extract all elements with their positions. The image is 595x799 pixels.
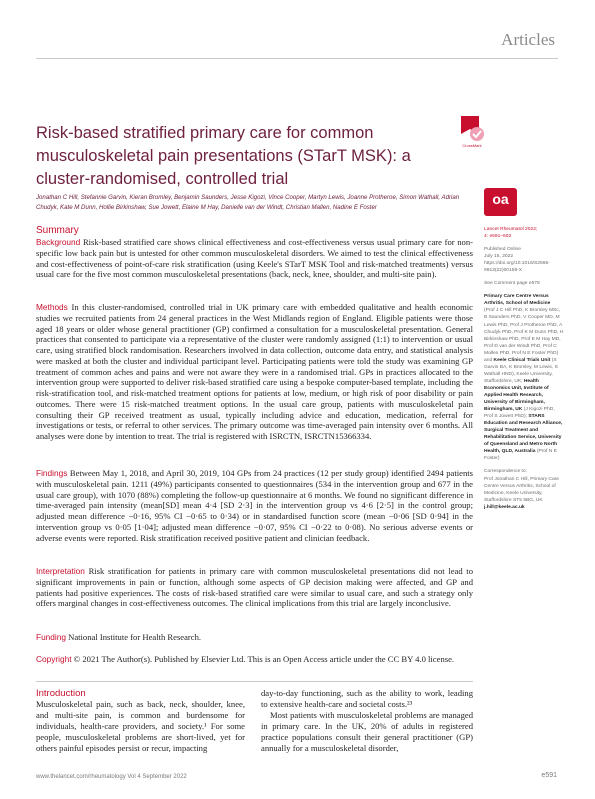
open-access-label: oa bbox=[492, 191, 509, 207]
introduction-right-para-1: day-to-day functioning, such as the ability to work, leading to extensive health-care and societal costs.²³ bbox=[261, 688, 473, 709]
interpretation-label: Interpretation bbox=[36, 566, 85, 576]
sidebar-affiliation-2-names: (S Garvin BA, K Bromley, M Lewis, S Wathall HND), Keele University, Staffordshire, UK; bbox=[484, 357, 558, 384]
introduction-right-para-2: Most patients with musculoskeletal problems are managed in primary care. In the UK, 20% of adults in registered practice populations consult their general practitioner (GP) annually for a musculoskeletal disorder, bbox=[261, 709, 473, 753]
copyright-label: Copyright bbox=[36, 654, 72, 664]
summary-findings bbox=[36, 468, 473, 543]
summary-interpretation bbox=[36, 566, 473, 609]
funding-text: National Institute for Health Research. bbox=[68, 632, 202, 642]
sidebar-email-link[interactable]: j.hill@keele.ac.uk bbox=[484, 504, 525, 510]
introduction-right-column bbox=[261, 688, 473, 753]
sidebar-affiliation-1: Primary Care Centre Versus Arthritis, School of Medicine bbox=[484, 294, 551, 307]
footer-journal-info: www.thelancet.com/rheumatology Vol 4 September 2022 bbox=[36, 774, 187, 780]
methods-text: In this cluster-randomised, controlled trial in UK primary care with embedded qualitative and health economic studies we recruited patients from 24 general practices in the West Midlands region of England. Eligible patients were those aged 18 years or older whose general practitioner (GP) confirmed a consultation for a musculoskeletal presentation. General practices that consented to participate via a representative of the cluster were randomly assigned (1:1) to intervention or usual care, using stratified block randomisation. Researchers involved in data collection, outcome data entry, and statistical analysis were masked at both the cluster and individual participant level. Participating patients were told the study was examining GP treatment of common aches and pains and were not aware they were in a randomised trial. GPs in practices allocated to the intervention group were supported to deliver risk-based stratified care using a bespoke computer-based template, including the risk-stratification tool, and risk-matched treatment options for patients at low, medium, or high risk of poor disability or pain outcomes. There were 15 risk-matched treatment options. In the usual care group, patients with musculoskeletal pain consulting their GP received treatment as usual, typically including advice and education, medication, referral for investigations or tests, or referral to other services. The primary outcome was time-averaged pain intensity over 6 months. All analyses were done by intention to treat. The trial is registered with ISRCTN, ISRCTN15366334. bbox=[36, 302, 473, 441]
funding-label: Funding bbox=[36, 632, 66, 642]
sidebar-affiliation-2: Keele Clinical Trials Unit bbox=[493, 357, 551, 363]
sidebar-affiliation-3-names: (J Kigozi PhD, Prof S Jowett PhD); bbox=[484, 407, 555, 420]
sidebar-correspondence-label: Correspondence to: bbox=[484, 469, 527, 475]
sidebar-pages: 4: e591–602 bbox=[484, 234, 512, 240]
open-access-icon bbox=[484, 188, 517, 216]
sidebar-affiliation-4: STARS Education and Research Alliance, Surgical Treatment and Rehabilitation Service, University of Queensland and Metro North Health, QLD, Australia bbox=[484, 414, 563, 455]
sidebar-doi-link[interactable]: https://doi.org/10.1016/S2665-9913(22)00159-X bbox=[484, 261, 550, 274]
summary-divider bbox=[36, 681, 473, 682]
background-label: Background bbox=[36, 237, 81, 247]
sidebar-affiliation-3: Health Economics Unit, Institute of Applied Health Research, University of Birmingham, Birmingham, UK bbox=[484, 378, 549, 413]
findings-text: Between May 1, 2018, and April 30, 2019, 104 GPs from 24 practices (12 per study group) identified 2494 patients with musculoskeletal pain. 1211 (49%) participants consented to questionnaires (534 in the intervention group and 677 in the usual care group), with 1070 (88%) completing the follow-up questionnaire at 6 months. We found no significant difference in time-averaged pain intensity (mean[SD] mean 4·4 [SD 2·3] in the intervention group vs 4·6 [2·5] in the control group; adjusted mean difference −0·16, 95% CI −0·65 to 0·34) or in standardised function score (mean −0·06 [SD 0·94] in the intervention group vs 0·05 [1·04]; adjusted mean difference −0·07, 95% CI −0·22 to 0·08). No serious adverse events or adverse events were reported. Risk stratification received positive patient and clinician feedback. bbox=[36, 468, 473, 543]
article-title: Risk-based stratified primary care for common musculoskeletal pain presentations (STarT MSK): a cluster-randomised, controlled trial bbox=[36, 124, 411, 188]
background-text: Risk-based stratified care shows clinical effectiveness and cost-effectiveness versus usual primary care for non-specific low back pain but is untested for other common musculoskeletal disorders. We aimed to test the clinical effectiveness and cost-effectiveness of point-of-care risk stratification (using Keele's STarT MSK Tool and risk-matched treatments) versus usual care for the five most common musculoskeletal presentations (back, neck, knee, shoulder, and multi-site pain). bbox=[36, 237, 473, 280]
summary-funding bbox=[36, 632, 473, 643]
summary-background bbox=[36, 237, 473, 280]
introduction-left-column: Musculoskeletal pain, such as back, neck, shoulder, knee, and multi-site pain, is common and burdensome for individuals, health-care providers, and society.¹ For some people, musculoskeletal problems are short-lived, yet for others painful episodes persist or recur, impacting bbox=[36, 699, 245, 753]
methods-label: Methods bbox=[36, 302, 68, 312]
sidebar-affiliation-4-names: (Prof N E Foster) bbox=[484, 449, 557, 462]
sidebar-published-date: July 15, 2022 bbox=[484, 254, 514, 260]
sidebar-affiliation-1-names: (Prof J C Hill PhD, K Bromley MSc, B Saunders PhD, V Cooper MD, M Lewis PhD, Prof J Protheroe PhD, A Chudyk PhD, Prof K M Dunn PhD, H Birkinshaw PhD, Prof E M Hay MD, Prof D van der Windt PhD, Prof C Mallen PhD, Prof N E Foster PhD) and bbox=[484, 308, 564, 363]
header-rule bbox=[36, 58, 558, 59]
author-list: Jonathan C Hill, Stefannie Garvin, Kieran Bromley, Benjamin Saunders, Jesse Kigozi, Vince Cooper, Martyn Lewis, Joanne Protheroe, Simon Wathall, Adrian Chudyk, Kate M Dunn, Hollie Birkinshaw, Sue Jowett, Elaine M Hay, Danielle van der Windt, Christian Mallen, Nadine E Foster bbox=[36, 194, 460, 211]
copyright-text: © 2021 The Author(s). Published by Elsevier Ltd. This is an Open Access article under the CC BY 4.0 license. bbox=[73, 654, 455, 664]
summary-methods bbox=[36, 302, 473, 442]
sidebar-see-comment-link[interactable]: See Comment page e578 bbox=[484, 281, 540, 287]
findings-label: Findings bbox=[36, 468, 68, 478]
summary-copyright bbox=[36, 654, 473, 665]
sidebar-published-label: Published Online bbox=[484, 247, 521, 253]
sidebar-journal: Lancet Rheumatol 2022; bbox=[484, 227, 538, 232]
crossmark-icon[interactable] bbox=[455, 112, 485, 144]
introduction-heading: Introduction bbox=[36, 688, 86, 699]
top-bar bbox=[0, 0, 595, 26]
footer-page-number: e591 bbox=[541, 772, 557, 779]
section-label: Articles bbox=[501, 30, 555, 49]
sidebar-correspondence-text: Prof Jonathan C Hill, Primary Care Centre Versus Arthritis, School of Medicine, Keele University, Staffordshire ST5 5BG, UK bbox=[484, 476, 560, 503]
summary-heading: Summary bbox=[36, 225, 79, 236]
interpretation-text: Risk stratification for patients in primary care with common musculoskeletal presentations did not lead to significant improvements in pain or function, although some aspects of GP decision making were affected, and GP and patients had positive experiences. The costs of risk-based stratified care were similar to usual care, and such a strategy only offers marginal changes in cost-effectiveness outcomes. The clinical implications from this trial are largely inconclusive. bbox=[36, 566, 473, 609]
crossmark-label: CrossMark bbox=[462, 143, 482, 148]
sidebar bbox=[484, 226, 564, 511]
